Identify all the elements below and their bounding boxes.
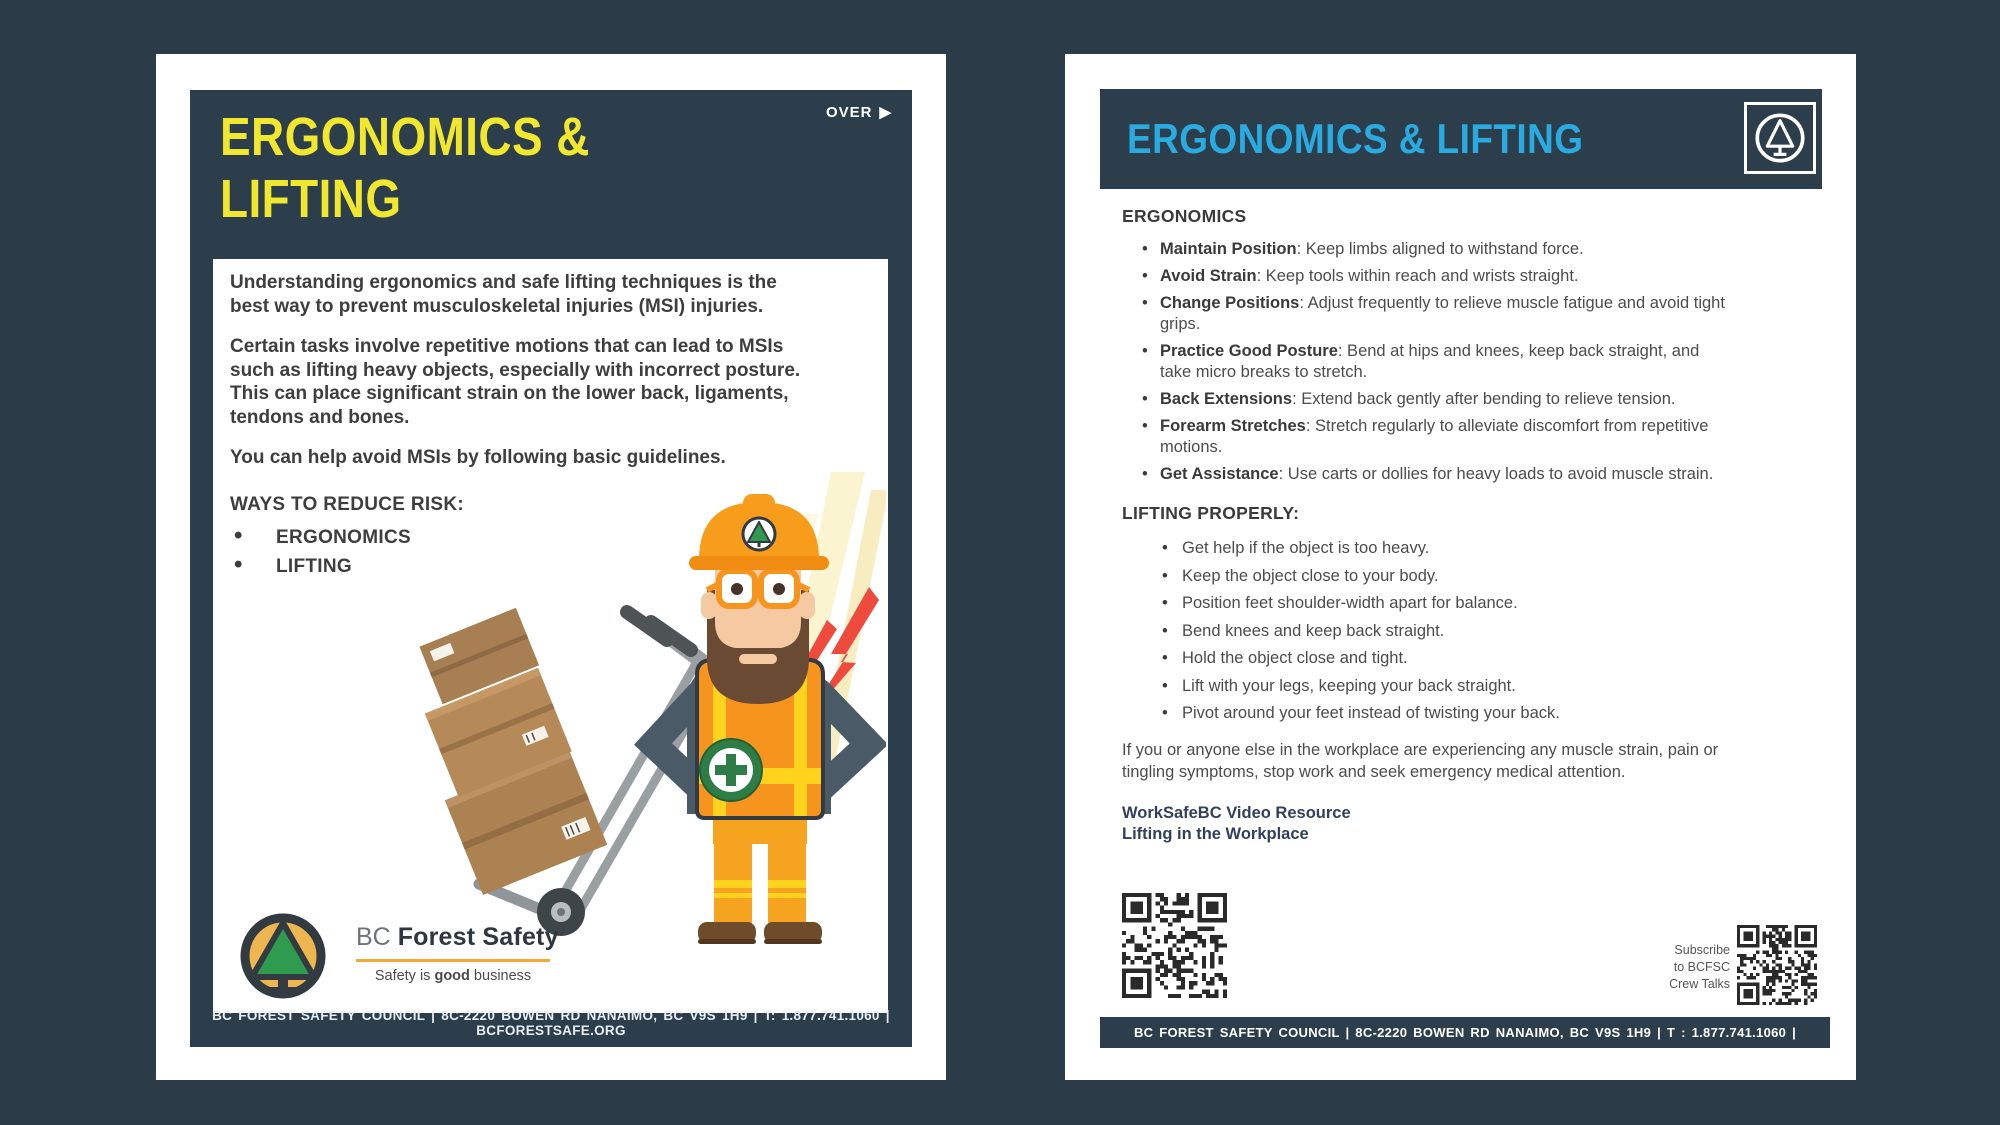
poster-front-page: [156, 54, 946, 1080]
front-footer: BC FOREST SAFETY COUNCIL | 8C-2220 BOWEN RD NANAIMO, BC V9S 1H9 | T: 1.877.741.1060 | BCFORESTSAFE.ORG: [212, 1008, 890, 1038]
warning-text: If you or anyone else in the workplace are experiencing any muscle strain, pain or tingling symptoms, stop work and seek emergency medical attention.: [1122, 741, 1719, 781]
back-title: ERGONOMICS & LIFTING: [1127, 115, 1584, 162]
list-item: • Hold the object close and tight.: [1122, 648, 1800, 669]
safety-first-badge-icon: [700, 739, 762, 801]
qr-code-subscribe: [1737, 925, 1817, 1005]
subscribe-label: Subscribe to BCFSC Crew Talks: [1669, 943, 1730, 991]
bcfsc-header-logo: [1744, 102, 1816, 174]
list-item: • Position feet shoulder-width apart for balance.: [1122, 593, 1800, 614]
front-content-box: [213, 259, 888, 1013]
back-header: [1100, 89, 1822, 189]
over-label: [826, 104, 892, 121]
qr-code-video: [1122, 893, 1227, 998]
list-item: • Practice Good Posture: Bend at hips and knees, keep back straight, and take micro breaks to stretch.: [1122, 341, 1732, 383]
over-text: OVER: [825, 104, 873, 121]
boots-icon: [698, 922, 822, 944]
bcfs-logo: [236, 909, 559, 1003]
tree-circle-icon: [1750, 108, 1810, 168]
bcfs-divider: [356, 959, 550, 962]
list-item: • Pivot around your feet instead of twisting your back.: [1122, 703, 1800, 724]
list-item: • Bend knees and keep back straight.: [1122, 621, 1800, 642]
ways-heading: WAYS TO REDUCE RISK:: [230, 493, 465, 515]
list-item: • Keep the object close to your body.: [1122, 566, 1800, 587]
hard-hat-icon: [689, 494, 829, 570]
list-item: • Change Positions: Adjust frequently to relieve muscle fatigue and avoid tight grips.: [1122, 293, 1742, 335]
over-arrow-icon: ▶: [879, 104, 892, 121]
lifting-list: [1122, 538, 1800, 724]
list-item: • Avoid Strain: Keep tools within reach and wrists straight.: [1122, 266, 1800, 287]
list-item: • Forearm Stretches: Stretch regularly to alleviate discomfort from repetitive motions.: [1122, 416, 1738, 458]
list-item: • Lift with your legs, keeping your back straight.: [1122, 676, 1800, 697]
list-item: • Get Assistance: Use carts or dollies for heavy loads to avoid muscle strain.: [1122, 464, 1800, 485]
back-footer: BC FOREST SAFETY COUNCIL | 8C-2220 BOWEN RD NANAIMO, BC V9S 1H9 | T : 1.877.741.1060 | BCFORESTSAFE.ORG: [1100, 1017, 1830, 1048]
video-resource: WorkSafeBC Video Resource Lifting in the Workplace: [1122, 804, 1351, 843]
cardboard-boxes: [401, 608, 611, 895]
back-body: [1122, 206, 1800, 845]
intro-paragraph: Certain tasks involve repetitive motions that can lead to MSIs such as lifting heavy objects, especially with incorrect posture. This can place significant strain on the lower back, ligaments, tendons and bones.: [230, 336, 801, 428]
list-item: • Maintain Position: Keep limbs aligned to withstand force.: [1122, 239, 1800, 260]
list-item: • LIFTING: [230, 557, 822, 576]
poster-back-page: [1065, 54, 1856, 1080]
front-dark-panel: [190, 90, 912, 1047]
list-item: • Back Extensions: Extend back gently after bending to relieve tension.: [1122, 389, 1800, 410]
list-item: • ERGONOMICS: [230, 528, 822, 547]
worker-illustration: [401, 472, 886, 950]
bcfs-tagline: Safety is good business: [374, 968, 532, 984]
front-title: ERGONOMICS & LIFTING: [220, 107, 590, 229]
ergonomics-heading: ERGONOMICS: [1122, 206, 1247, 226]
list-item: • Get help if the object is too heavy.: [1122, 538, 1800, 559]
bcfs-tree-icon: [236, 909, 330, 1003]
bcfs-logo-text: [356, 909, 559, 984]
intro-paragraph: You can help avoid MSIs by following basic guidelines.: [230, 447, 726, 468]
intro-paragraph: Understanding ergonomics and safe lifting techniques is the best way to prevent musculoskeletal injuries (MSI) injuries.: [230, 272, 777, 317]
lifting-heading: LIFTING PROPERLY:: [1122, 503, 1300, 523]
ergonomics-list: [1122, 239, 1800, 485]
bcfs-name: BC Forest Safety: [356, 923, 559, 951]
